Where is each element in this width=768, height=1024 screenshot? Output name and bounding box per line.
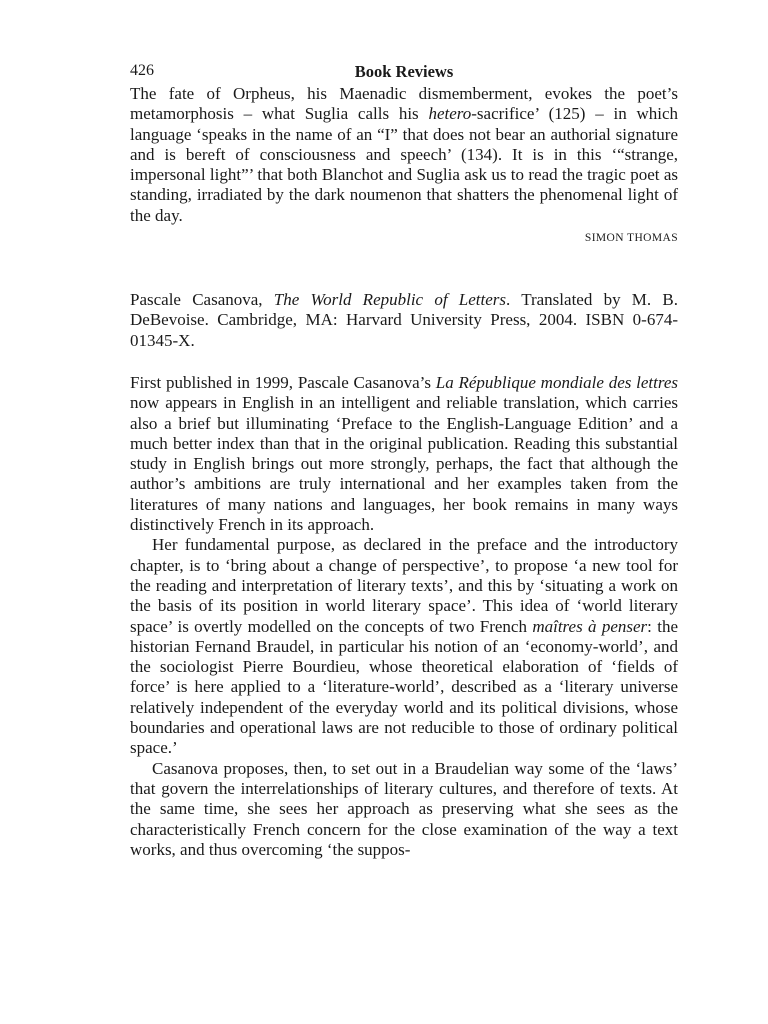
text-segment: -sacrifice’ (125) – in which language ‘speaks in the name of an “I” that does not bear an authorial signature and is bereft of consciousness and speech’ (134). It is in this ‘“strange, impersonal light”’ that both Blanchot and Suglia ask us to read the tragic poet as standing, irradiated by the dark noumenon that shatters the phenomenal light of the day.: [130, 104, 679, 225]
citation-details: . Translated by M. B. DeBevoise. Cambridge, MA: Harvard University Press, 2004. ISBN 0-674-01345-X.: [130, 290, 678, 350]
review-paragraph: [130, 84, 678, 226]
text-segment: Her fundamental purpose, as declared in the preface and the introductory chapter, is to ‘bring about a change of perspective’, to propose ‘a new tool for the reading and interpretation of literary texts’, and this by ‘situating a work on the basis of its position in world literary space’. This idea of ‘world literary space’ is overtly modelled on the concepts of two French: [130, 535, 678, 636]
section-title: Book Reviews: [354, 62, 454, 81]
italic-title: La République mondiale des lettres: [435, 372, 678, 392]
book-citation: [130, 290, 678, 351]
page: [130, 58, 678, 860]
reviewer-signature: SIMON THOMAS: [584, 232, 678, 245]
text-segment: Casanova proposes, then, to set out in a Braudelian way some of the ‘laws’ that govern the interrelationships of literary cultures, and therefore of texts. At the same time, she sees her approach as preserving what she sees as the characteristically French concern for the close examination of the way a text works, and thus overcoming ‘the suppos-: [130, 758, 678, 859]
review-paragraph: [130, 759, 678, 860]
review-paragraph: [130, 535, 678, 758]
text-segment: First published in 1999, Pascale Casanova’s: [130, 372, 436, 392]
citation-title: The World Republic of Letters: [273, 290, 507, 310]
italic-term: hetero: [428, 104, 472, 124]
text-segment: now appears in English in an intelligent and reliable translation, which carries also a brief but illuminating ‘Preface to the English-Language Edition’ and a much better index than that in the original publication. Reading this substantial study in English brings out more strongly, perhaps, the fact that although the author’s ambitions are truly international and her examples taken from the literatures of many nations and languages, her book remains in many ways distinctively French in its approach.: [130, 393, 678, 535]
page-number: 426: [130, 62, 154, 79]
citation-author: Pascale Casanova,: [130, 290, 274, 310]
review-paragraph: [130, 373, 678, 535]
text-segment: The fate of Orpheus, his Maenadic dismemberment, evokes the poet’s metamorphosis – what Suglia calls his: [130, 84, 678, 124]
text-segment: : the historian Fernand Braudel, in particular his notion of an ‘economy-world’, and the sociologist Pierre Bourdieu, whose theoretical elaboration of ‘fields of force’ is here applied to a ‘literature-world’, described as a ‘literary universe relatively independent of the everyday world and its political divisions, whose boundaries and operational laws are not reducible to those of ordinary political space.’: [130, 616, 678, 758]
italic-term: maîtres à penser: [532, 616, 648, 636]
running-head: [130, 58, 678, 84]
